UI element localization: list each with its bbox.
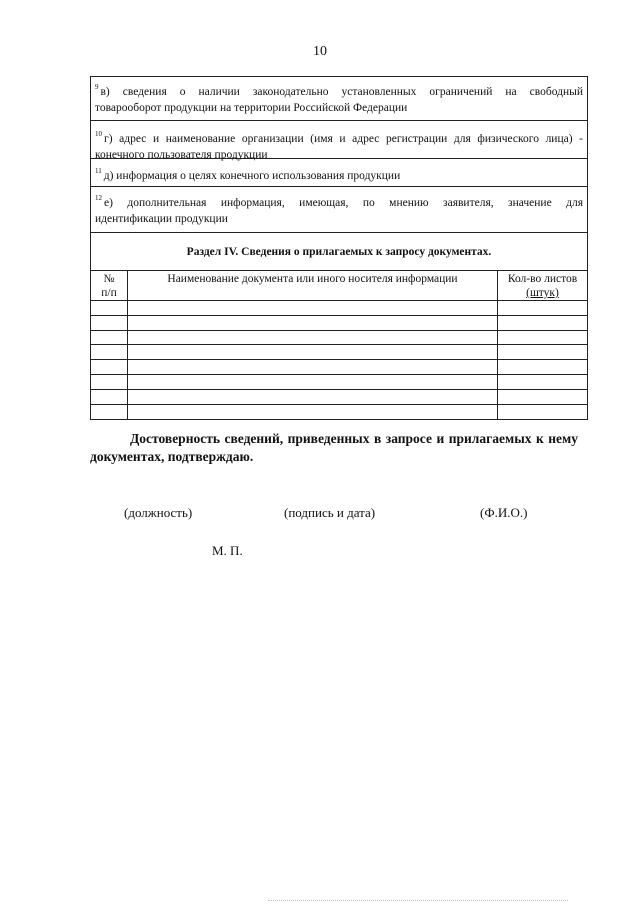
table-cell[interactable] xyxy=(91,301,128,316)
column-header-number xyxy=(91,271,128,301)
table-cell[interactable] xyxy=(91,360,128,375)
footnote-marker: 12 xyxy=(95,194,102,202)
table-cell[interactable] xyxy=(498,360,587,375)
field-text-continued: идентификации продукции xyxy=(95,213,228,225)
field-text-continued: товарооборот продукции на территории Российской Федерации xyxy=(95,102,408,114)
footnote-marker: 10 xyxy=(95,130,102,138)
section-title: Раздел IV. Сведения о прилагаемых к запросу документах. xyxy=(91,233,587,271)
confirmation-statement: Достоверность сведений, приведенных в запросе и прилагаемых к нему документах, подтверждаю. xyxy=(90,431,578,464)
signature-full-name-label: (Ф.И.О.) xyxy=(480,505,528,520)
table-cell[interactable] xyxy=(128,316,498,331)
table-cell[interactable] xyxy=(498,405,587,420)
table-cell[interactable] xyxy=(91,390,128,405)
table-cell[interactable] xyxy=(91,316,128,331)
field-text-continued: конечного пользователя продукции xyxy=(95,149,268,161)
field-row-restrictions xyxy=(91,77,587,121)
signature-position-label: (должность) xyxy=(124,505,193,520)
table-cell[interactable] xyxy=(128,345,498,360)
request-form-table xyxy=(90,76,588,420)
table-cell[interactable] xyxy=(128,390,498,405)
column-header-sheets-line2: (штук) xyxy=(526,287,559,299)
signature-date-label: (подпись и дата) xyxy=(284,505,376,520)
table-cell[interactable] xyxy=(498,345,587,360)
table-cell[interactable] xyxy=(91,345,128,360)
table-cell[interactable] xyxy=(498,316,587,331)
footnote-marker: 11 xyxy=(95,167,102,175)
table-cell[interactable] xyxy=(498,375,587,390)
table-cell[interactable] xyxy=(128,331,498,346)
field-text: г) адрес и наименование организации (имя и адрес регистрации для физического лица) - xyxy=(104,133,583,145)
field-row-end-user xyxy=(91,121,587,159)
field-text: е) дополнительная информация, имеющая, по мнению заявителя, значение для xyxy=(104,197,583,209)
column-header-sheets xyxy=(498,271,587,301)
table-cell[interactable] xyxy=(498,301,587,316)
bottom-divider xyxy=(268,900,568,902)
field-row-additional-info xyxy=(91,187,587,233)
column-header-number-line1: № xyxy=(103,273,115,285)
table-cell[interactable] xyxy=(128,405,498,420)
column-header-number-line2: п/п xyxy=(101,287,117,299)
stamp-place-label: М. П. xyxy=(212,543,243,558)
page-number: 10 xyxy=(313,44,327,59)
footnote-marker: 9 xyxy=(95,83,99,91)
table-cell[interactable] xyxy=(91,331,128,346)
table-cell[interactable] xyxy=(498,390,587,405)
field-text: в) сведения о наличии законодательно установленных ограничений на свободный xyxy=(100,86,583,98)
column-header-sheets-line1: Кол-во листов xyxy=(507,273,578,285)
column-header-document-name: Наименование документа или иного носителя информации xyxy=(128,271,498,301)
documents-table xyxy=(91,271,587,419)
table-cell[interactable] xyxy=(91,375,128,390)
table-cell[interactable] xyxy=(498,331,587,346)
table-cell[interactable] xyxy=(128,360,498,375)
field-text: д) информация о целях конечного использования продукции xyxy=(103,170,401,182)
field-row-end-use xyxy=(91,159,587,187)
table-cell[interactable] xyxy=(128,301,498,316)
table-cell[interactable] xyxy=(128,375,498,390)
table-cell[interactable] xyxy=(91,405,128,420)
